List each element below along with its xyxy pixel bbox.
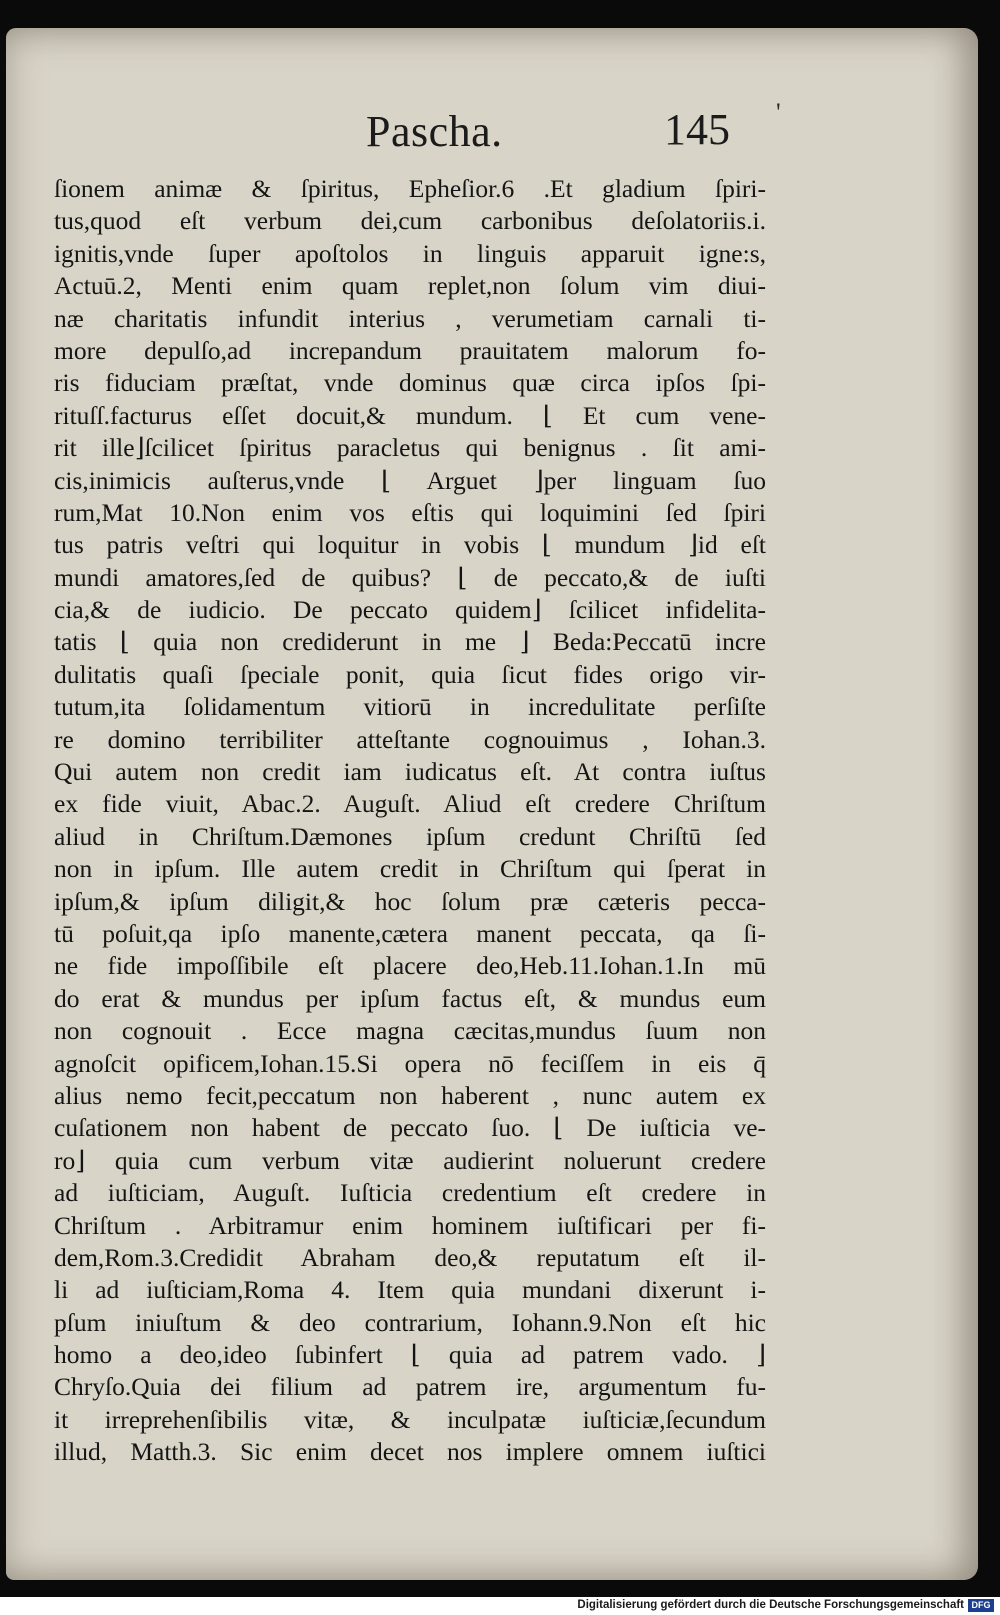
funding-credit: Digitalisierung gefördert durch die Deutsche Forschungsgemeinschaft: [577, 1599, 964, 1611]
text-line: cuſationem non habent de peccato ſuo. ⌊ De iuſticia ve-: [54, 1113, 766, 1143]
text-line: ſionem animæ & ſpiritus, Epheſior.6 .Et gladium ſpiri-: [54, 174, 766, 203]
margin-mark: ': [776, 98, 781, 127]
text-line: Chryſo.Quia dei filium ad patrem ire, argumentum fu-: [54, 1372, 766, 1402]
text-line: homo a deo,ideo ſubinfert ⌊ quia ad patrem vado. ⌋: [54, 1340, 766, 1370]
text-line: dulitatis quaſi ſpeciale ponit, quia ſicut fides origo vir-: [54, 659, 766, 689]
text-line: rituſſ.facturus eſſet docuit,& mundum. ⌊ Et cum vene-: [54, 400, 766, 430]
text-line: illud, Matth.3. Sic enim decet nos implere omnem iuſtici: [54, 1437, 766, 1467]
running-head: [6, 98, 978, 162]
digitization-footer: [0, 1597, 1000, 1615]
text-line: ignitis,vnde ſuper apoſtolos in linguis apparuit igne:s,: [54, 238, 766, 268]
text-line: mundi amatores,ſed de quibus? ⌊ de peccato,& de iuſti: [54, 562, 766, 592]
page-number: 145: [664, 105, 730, 154]
text-line: Qui autem non credit iam iudicatus eſt. At contra iuſtus: [54, 757, 766, 787]
text-line: non in ipſum. Ille autem credit in Chriſtum qui ſperat in: [54, 854, 766, 884]
text-line: do erat & mundus per ipſum factus eſt, & mundus eum: [54, 983, 766, 1013]
text-line: tutum,ita ſolidamentum vitiorū in incredulitate perſiſte: [54, 692, 766, 722]
text-line: it irreprehenſibilis vitæ, & inculpatæ iuſticiæ,ſecundum: [54, 1404, 766, 1434]
text-line: li ad iuſticiam,Roma 4. Item quia mundani dixerunt i-: [54, 1275, 766, 1305]
text-line: non cognouit . Ecce magna cæcitas,mundus ſuum non: [54, 1016, 766, 1046]
page-title: Pascha.: [366, 107, 503, 156]
text-line: aliud in Chriſtum.Dæmones ipſum credunt Chriſtū ſed: [54, 821, 766, 851]
text-line: Chriſtum . Arbitramur enim hominem iuſtificari per fi-: [54, 1210, 766, 1240]
text-line: cia,& de iudicio. De peccato quidem⌋ ſcilicet infidelita-: [54, 595, 766, 625]
text-line: alius nemo fecit,peccatum non haberent , nunc autem ex: [54, 1080, 766, 1110]
text-line: ne fide impoſſibile eſt placere deo,Heb.11.Iohan.1.In mū: [54, 951, 766, 981]
text-line: næ charitatis infundit interius , verumetiam carnali ti-: [54, 303, 766, 333]
text-line: cis,inimicis auſterus,vnde ⌊ Arguet ⌋per linguam ſuo: [54, 465, 766, 495]
dfg-logo: DFG: [968, 1599, 994, 1612]
text-line: tū poſuit,qa ipſo manente,cætera manent peccata, qa ſi-: [54, 918, 766, 948]
text-line: ex fide viuit, Abac.2. Auguſt. Aliud eſt credere Chriſtum: [54, 789, 766, 819]
book-page: [6, 28, 978, 1580]
text-line: ad iuſticiam, Auguſt. Iuſticia credentium eſt credere in: [54, 1178, 766, 1208]
text-line: Actuū.2, Menti enim quam replet,non ſolum vim diui-: [54, 271, 766, 301]
text-line: ipſum,& ipſum diligit,& hoc ſolum præ cæteris pecca-: [54, 886, 766, 916]
text-line: agnoſcit opificem,Iohan.15.Si opera nō feciſſem in eis q̄: [54, 1048, 766, 1078]
text-line: dem,Rom.3.Credidit Abraham deo,& reputatum eſt il-: [54, 1242, 766, 1272]
text-line: tus patris veſtri qui loquitur in vobis ⌊ mundum ⌋id eſt: [54, 530, 766, 560]
text-line: re domino terribiliter atteſtante cognouimus , Iohan.3.: [54, 724, 766, 754]
text-line: rum,Mat 10.Non enim vos eſtis qui loquimini ſed ſpiri: [54, 497, 766, 527]
text-line: tus,quod eſt verbum dei,cum carbonibus deſolatoriis.i.: [54, 206, 766, 236]
text-line: more depulſo,ad increpandum prauitatem malorum fo-: [54, 335, 766, 365]
text-line: tatis ⌊ quia non crediderunt in me ⌋ Beda:Peccatū incre: [54, 627, 766, 657]
text-line: rit ille⌋ſcilicet ſpiritus paracletus qui benignus . ſit ami-: [54, 433, 766, 463]
body-text: [54, 173, 766, 1469]
text-line: ro⌋ quia cum verbum vitæ audierint noluerunt credere: [54, 1145, 766, 1175]
text-line: ris fiduciam præſtat, vnde dominus quæ circa ipſos ſpi-: [54, 368, 766, 398]
text-line: pſum iniuſtum & deo contrarium, Iohann.9.Non eſt hic: [54, 1307, 766, 1337]
